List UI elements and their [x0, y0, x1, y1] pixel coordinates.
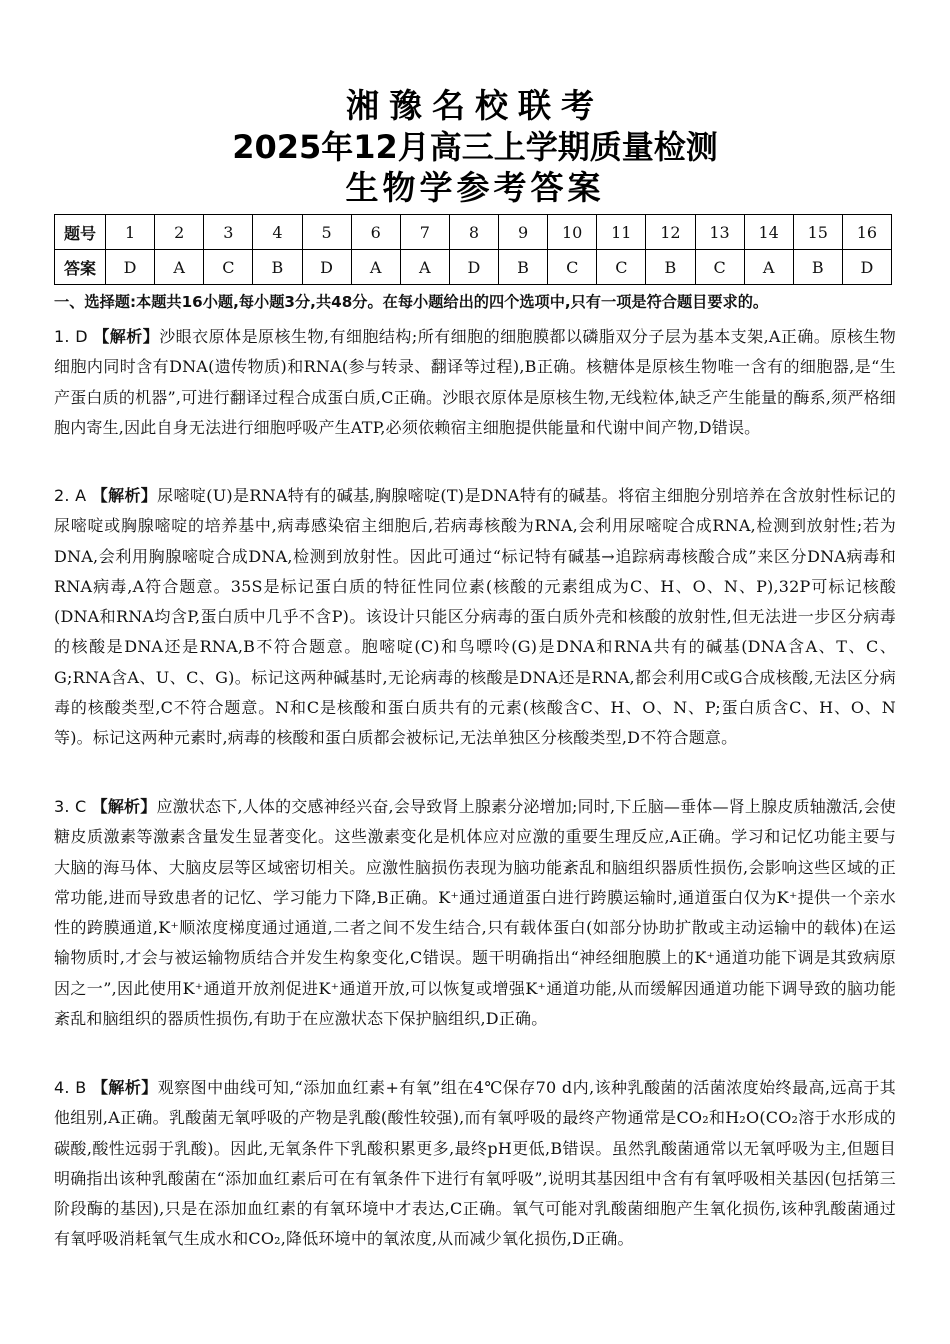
explanation-text: 尿嘧啶(U)是RNA特有的碱基,胸腺嘧啶(T)是DNA特有的碱基。将宿主细胞分别培养在含放射性标记的尿嘧啶或胸腺嘧啶的培养基中,病毒感染宿主细胞后,若病毒核酸为RNA,会利用尿嘧啶合成RNA,检测到放射性;若为DNA,会利用胸腺嘧啶合成DNA,检测到放射性。因此可通过“标记特有碱基→追踪病毒核酸合成”来区分DNA病毒和RNA病毒,A符合题意。35S是标记蛋白质的特征性同位素(核酸的元素组成为C、H、O、N、P),32P可标记核酸(DNA和RNA均含P,蛋白质中几乎不含P)。该设计只能区分病毒的蛋白质外壳和核酸的放射性,但无法进一步区分病毒的核酸是DNA还是RNA,B不符合题意。胞嘧啶(C)和鸟嘌呤(G)是DNA和RNA共有的碱基(DNA含A、T、C、G;RNA含A、U、C、G)。标记这两种碱基时,无论病毒的核酸是DNA还是RNA,都会利用C或G合成核酸,无法区分病毒的核酸类型,C不符合题意。N和C是核酸和蛋白质共有的元素(核酸含C、H、O、N、P;蛋白质含C、H、O、N等)。标记这两种元素时,病毒的核酸和蛋白质都会被标记,无法单独区分核酸类型,D不符合题意。: [54, 486, 896, 748]
explanation-text: 应激状态下,人体的交感神经兴奋,会导致肾上腺素分泌增加;同时,下丘脑—垂体—肾上腺皮质轴激活,会使糖皮质激素等激素含量发生显著变化。这些激素变化是机体应对应激的重要生理反应,A正确。学习和记忆功能主要与大脑的海马体、大脑皮层等区域密切相关。应激性脑损伤表现为脑功能紊乱和脑组织器质性损伤,会影响这些区域的正常功能,进而导致患者的记忆、学习能力下降,B正确。K⁺通过通道蛋白进行跨膜运输时,通道蛋白仅为K⁺提供一个亲水性的跨膜通道,K⁺顺浓度梯度通过通道,二者之间不发生结合,只有载体蛋白(如部分协助扩散或主动运输中的载体)在运输物质时,才会与被运输物质结合并发生构象变化,C错误。题干明确指出“神经细胞膜上的K⁺通道功能下调是其致病原因之一”,因此使用K⁺通道开放剂促进K⁺通道开放,可以恢复或增强K⁺通道功能,从而缓解因通道功能下调导致的脑功能紊乱和脑组织的器质性损伤,有助于在应激状态下保护脑组织,D正确。: [54, 797, 896, 1029]
answer-cell: C: [597, 250, 646, 285]
question-number-cell: 2: [155, 215, 204, 250]
question-answer-label: 1. D: [54, 327, 88, 346]
question-number-cell: 15: [793, 215, 842, 250]
answer-table-answer-row: [55, 250, 892, 285]
answer-cell: A: [351, 250, 400, 285]
question-number-cell: 8: [449, 215, 498, 250]
analysis-tag: 【解析】: [91, 1078, 158, 1097]
answer-table: [54, 214, 892, 285]
exam-series-title: 湘豫名校联考: [346, 86, 604, 125]
answer-cell: A: [744, 250, 793, 285]
answer-table-number-row: [55, 215, 892, 250]
answer-cell: D: [302, 250, 351, 285]
answer-cell: D: [449, 250, 498, 285]
question-number-cell: 12: [646, 215, 695, 250]
explanation-q3: [54, 792, 896, 1034]
explanation-q2: [54, 481, 896, 754]
question-number-cell: 14: [744, 215, 793, 250]
question-number-cell: 1: [106, 215, 155, 250]
explanation-text: 观察图中曲线可知,“添加血红素+有氧”组在4℃保存70 d内,该种乳酸菌的活菌浓度始终最高,远高于其他组别,A正确。乳酸菌无氧呼吸的产物是乳酸(酸性较强),而有氧呼吸的最终产物通常是CO₂和H₂O(CO₂溶于水形成的碳酸,酸性远弱于乳酸)。因此,无氧条件下乳酸积累更多,最终pH更低,B错误。虽然乳酸菌通常以无氧呼吸为主,但题目明确指出该种乳酸菌在“添加血红素后可在有氧条件下进行有氧呼吸”,说明其基因组中含有有氧呼吸相关基因(包括第三阶段酶的基因),只是在添加血红素的有氧环境中才表达,C正确。氧气可能对乳酸菌细胞产生氧化损伤,该种乳酸菌通过有氧呼吸消耗氧气生成水和CO₂,降低环境中的氧浓度,从而减少氧化损伤,D正确。: [54, 1078, 896, 1249]
question-number-cell: 13: [695, 215, 744, 250]
analysis-tag: 【解析】: [91, 797, 157, 816]
question-number-cell: 7: [400, 215, 449, 250]
question-number-cell: 10: [548, 215, 597, 250]
analysis-tag: 【解析】: [91, 486, 158, 505]
question-number-cell: 9: [499, 215, 548, 250]
question-number-cell: 4: [253, 215, 302, 250]
answer-cell: D: [106, 250, 155, 285]
row-label-number: 题号: [55, 215, 106, 250]
answer-cell: B: [499, 250, 548, 285]
question-answer-label: 3. C: [54, 797, 87, 816]
answer-key-title: 生物学参考答案: [345, 168, 605, 207]
exam-title: 2025年12月高三上学期质量检测: [232, 128, 718, 166]
section-heading-choice: 一、选择题:本题共16小题,每小题3分,共48分。在每小题给出的四个选项中,只有一项是符合题目要求的。: [54, 293, 769, 311]
question-answer-label: 4. B: [54, 1078, 87, 1097]
explanation-text: 沙眼衣原体是原核生物,有细胞结构;所有细胞的细胞膜都以磷脂双分子层为基本支架,A正确。原核生物细胞内同时含有DNA(遗传物质)和RNA(参与转录、翻译等过程),B正确。核糖体是原核生物唯一含有的细胞器,是“生产蛋白质的机器”,可进行翻译过程合成蛋白质,C正确。沙眼衣原体是原核生物,无线粒体,缺乏产生能量的酶系,须严格细胞内寄生,因此自身无法进行细胞呼吸产生ATP,必须依赖宿主细胞提供能量和代谢中间产物,D错误。: [54, 327, 896, 437]
question-number-cell: 11: [597, 215, 646, 250]
answer-cell: D: [842, 250, 891, 285]
answer-cell: B: [793, 250, 842, 285]
answer-cell: B: [646, 250, 695, 285]
question-number-cell: 3: [204, 215, 253, 250]
row-label-answer: 答案: [55, 250, 106, 285]
question-number-cell: 16: [842, 215, 891, 250]
question-number-cell: 5: [302, 215, 351, 250]
answer-cell: B: [253, 250, 302, 285]
question-number-cell: 6: [351, 215, 400, 250]
explanation-q1: [54, 322, 896, 443]
answer-cell: C: [695, 250, 744, 285]
question-answer-label: 2. A: [54, 486, 87, 505]
answer-cell: C: [204, 250, 253, 285]
explanation-q4: [54, 1073, 896, 1255]
answer-cell: C: [548, 250, 597, 285]
answer-cell: A: [155, 250, 204, 285]
analysis-tag: 【解析】: [93, 327, 160, 346]
answer-cell: A: [400, 250, 449, 285]
